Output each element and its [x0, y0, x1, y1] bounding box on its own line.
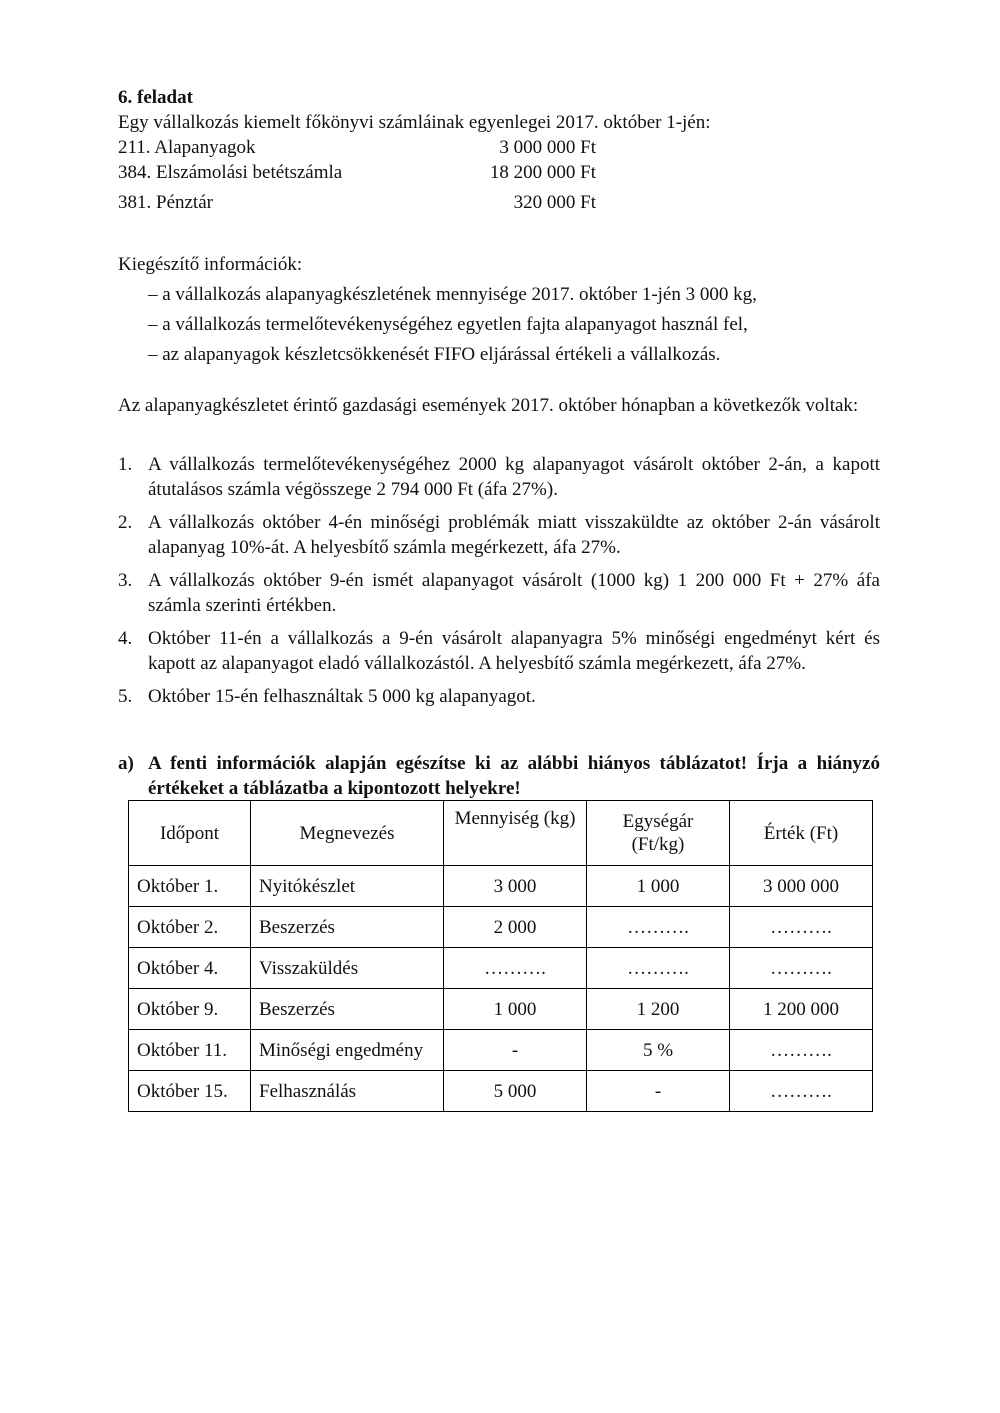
cell-description: Beszerzés [251, 989, 444, 1030]
extra-heading: Kiegészítő információk: [118, 254, 303, 275]
cell-value-blank[interactable]: ………. [730, 1030, 873, 1071]
event-text: A vállalkozás október 4-én minőségi problémák miatt visszaküldte az október 2-án vásárolt alapanyag 10%-át. A helyesbítő számla megérkezett, áfa 27%. [148, 512, 880, 558]
extra-item: – a vállalkozás alapanyagkészletének mennyisége 2017. október 1-jén 3 000 kg, [148, 284, 757, 305]
table-row [129, 866, 873, 907]
cell-description: Minőségi engedmény [251, 1030, 444, 1071]
event-text: Október 11-én a vállalkozás a 9-én vásárolt alapanyagra 5% minőségi engedményt kért és kapott az alapanyagot eladó vállalkozástól. A helyesbítő számla megérkezett, áfa 27%. [148, 628, 880, 674]
cell-quantity: 5 000 [444, 1071, 587, 1112]
cell-value-blank[interactable]: ………. [730, 1071, 873, 1112]
header-cell-description: Megnevezés [251, 801, 444, 866]
inventory-table [128, 800, 873, 1112]
account-label: 381. Pénztár [118, 192, 213, 213]
account-amount: 18 200 000 Ft [489, 162, 596, 183]
account-amount: 320 000 Ft [513, 192, 596, 213]
cell-value: 3 000 000 [730, 866, 873, 907]
cell-description: Visszaküldés [251, 948, 444, 989]
cell-unit-price: 5 % [587, 1030, 730, 1071]
cell-quantity: 3 000 [444, 866, 587, 907]
cell-quantity: 1 000 [444, 989, 587, 1030]
header-cell-quantity: Mennyiség (kg) [444, 801, 587, 866]
event-number: 3. [118, 570, 133, 591]
account-label: 211. Alapanyagok [118, 137, 256, 158]
cell-description: Nyitókészlet [251, 866, 444, 907]
header-cell-value: Érték (Ft) [730, 801, 873, 866]
table-header-row [129, 801, 873, 866]
cell-quantity-blank[interactable]: ………. [444, 948, 587, 989]
cell-date: Október 9. [129, 989, 251, 1030]
table-row [129, 989, 873, 1030]
cell-description: Felhasználás [251, 1071, 444, 1112]
cell-value-blank[interactable]: ………. [730, 907, 873, 948]
cell-unit-price: - [587, 1071, 730, 1112]
cell-unit-price: 1 200 [587, 989, 730, 1030]
table-row [129, 1071, 873, 1112]
cell-date: Október 11. [129, 1030, 251, 1071]
task-label: a) [118, 753, 134, 774]
task-title: 6. feladat [118, 87, 193, 108]
event-number: 4. [118, 628, 133, 649]
cell-date: Október 1. [129, 866, 251, 907]
table-row [129, 948, 873, 989]
cell-value-blank[interactable]: ………. [730, 948, 873, 989]
cell-unit-price-blank[interactable]: ………. [587, 948, 730, 989]
table-row [129, 907, 873, 948]
event-number: 2. [118, 512, 133, 533]
event-text: A vállalkozás október 9-én ismét alapanyagot vásárolt (1000 kg) 1 200 000 Ft + 27% áfa számla szerinti értékben. [148, 570, 880, 616]
cell-date: Október 15. [129, 1071, 251, 1112]
extra-item: – az alapanyagok készletcsökkenését FIFO eljárással értékeli a vállalkozás. [148, 344, 721, 365]
cell-quantity: 2 000 [444, 907, 587, 948]
header-cell-date: Időpont [129, 801, 251, 866]
cell-date: Október 4. [129, 948, 251, 989]
cell-unit-price: 1 000 [587, 866, 730, 907]
extra-item: – a vállalkozás termelőtevékenységéhez egyetlen fajta alapanyagot használ fel, [148, 314, 748, 335]
event-text: A vállalkozás termelőtevékenységéhez 2000 kg alapanyagot vásárolt október 2-án, a kapott átutalásos számla végösszege 2 794 000 Ft (áfa 27%). [148, 454, 880, 500]
cell-quantity: - [444, 1030, 587, 1071]
cell-date: Október 2. [129, 907, 251, 948]
intro-text: Egy vállalkozás kiemelt főkönyvi számláinak egyenlegei 2017. október 1-jén: [118, 112, 711, 133]
table-row [129, 1030, 873, 1071]
events-intro: Az alapanyagkészletet érintő gazdasági események 2017. október hónapban a következők voltak: [118, 395, 859, 416]
cell-unit-price-blank[interactable]: ………. [587, 907, 730, 948]
task-text: A fenti információk alapján egészítse ki az alábbi hiányos táblázatot! Írja a hiányzó értékeket a táblázatba a kipontozott helyekre! [148, 753, 880, 799]
account-label: 384. Elszámolási betétszámla [118, 162, 343, 183]
event-text: Október 15-én felhasználtak 5 000 kg alapanyagot. [148, 686, 536, 707]
account-amount: 3 000 000 Ft [499, 137, 596, 158]
cell-value: 1 200 000 [730, 989, 873, 1030]
header-cell-unit-price: Egységár (Ft/kg) [587, 801, 730, 866]
event-number: 5. [118, 686, 133, 707]
cell-description: Beszerzés [251, 907, 444, 948]
event-number: 1. [118, 454, 133, 475]
